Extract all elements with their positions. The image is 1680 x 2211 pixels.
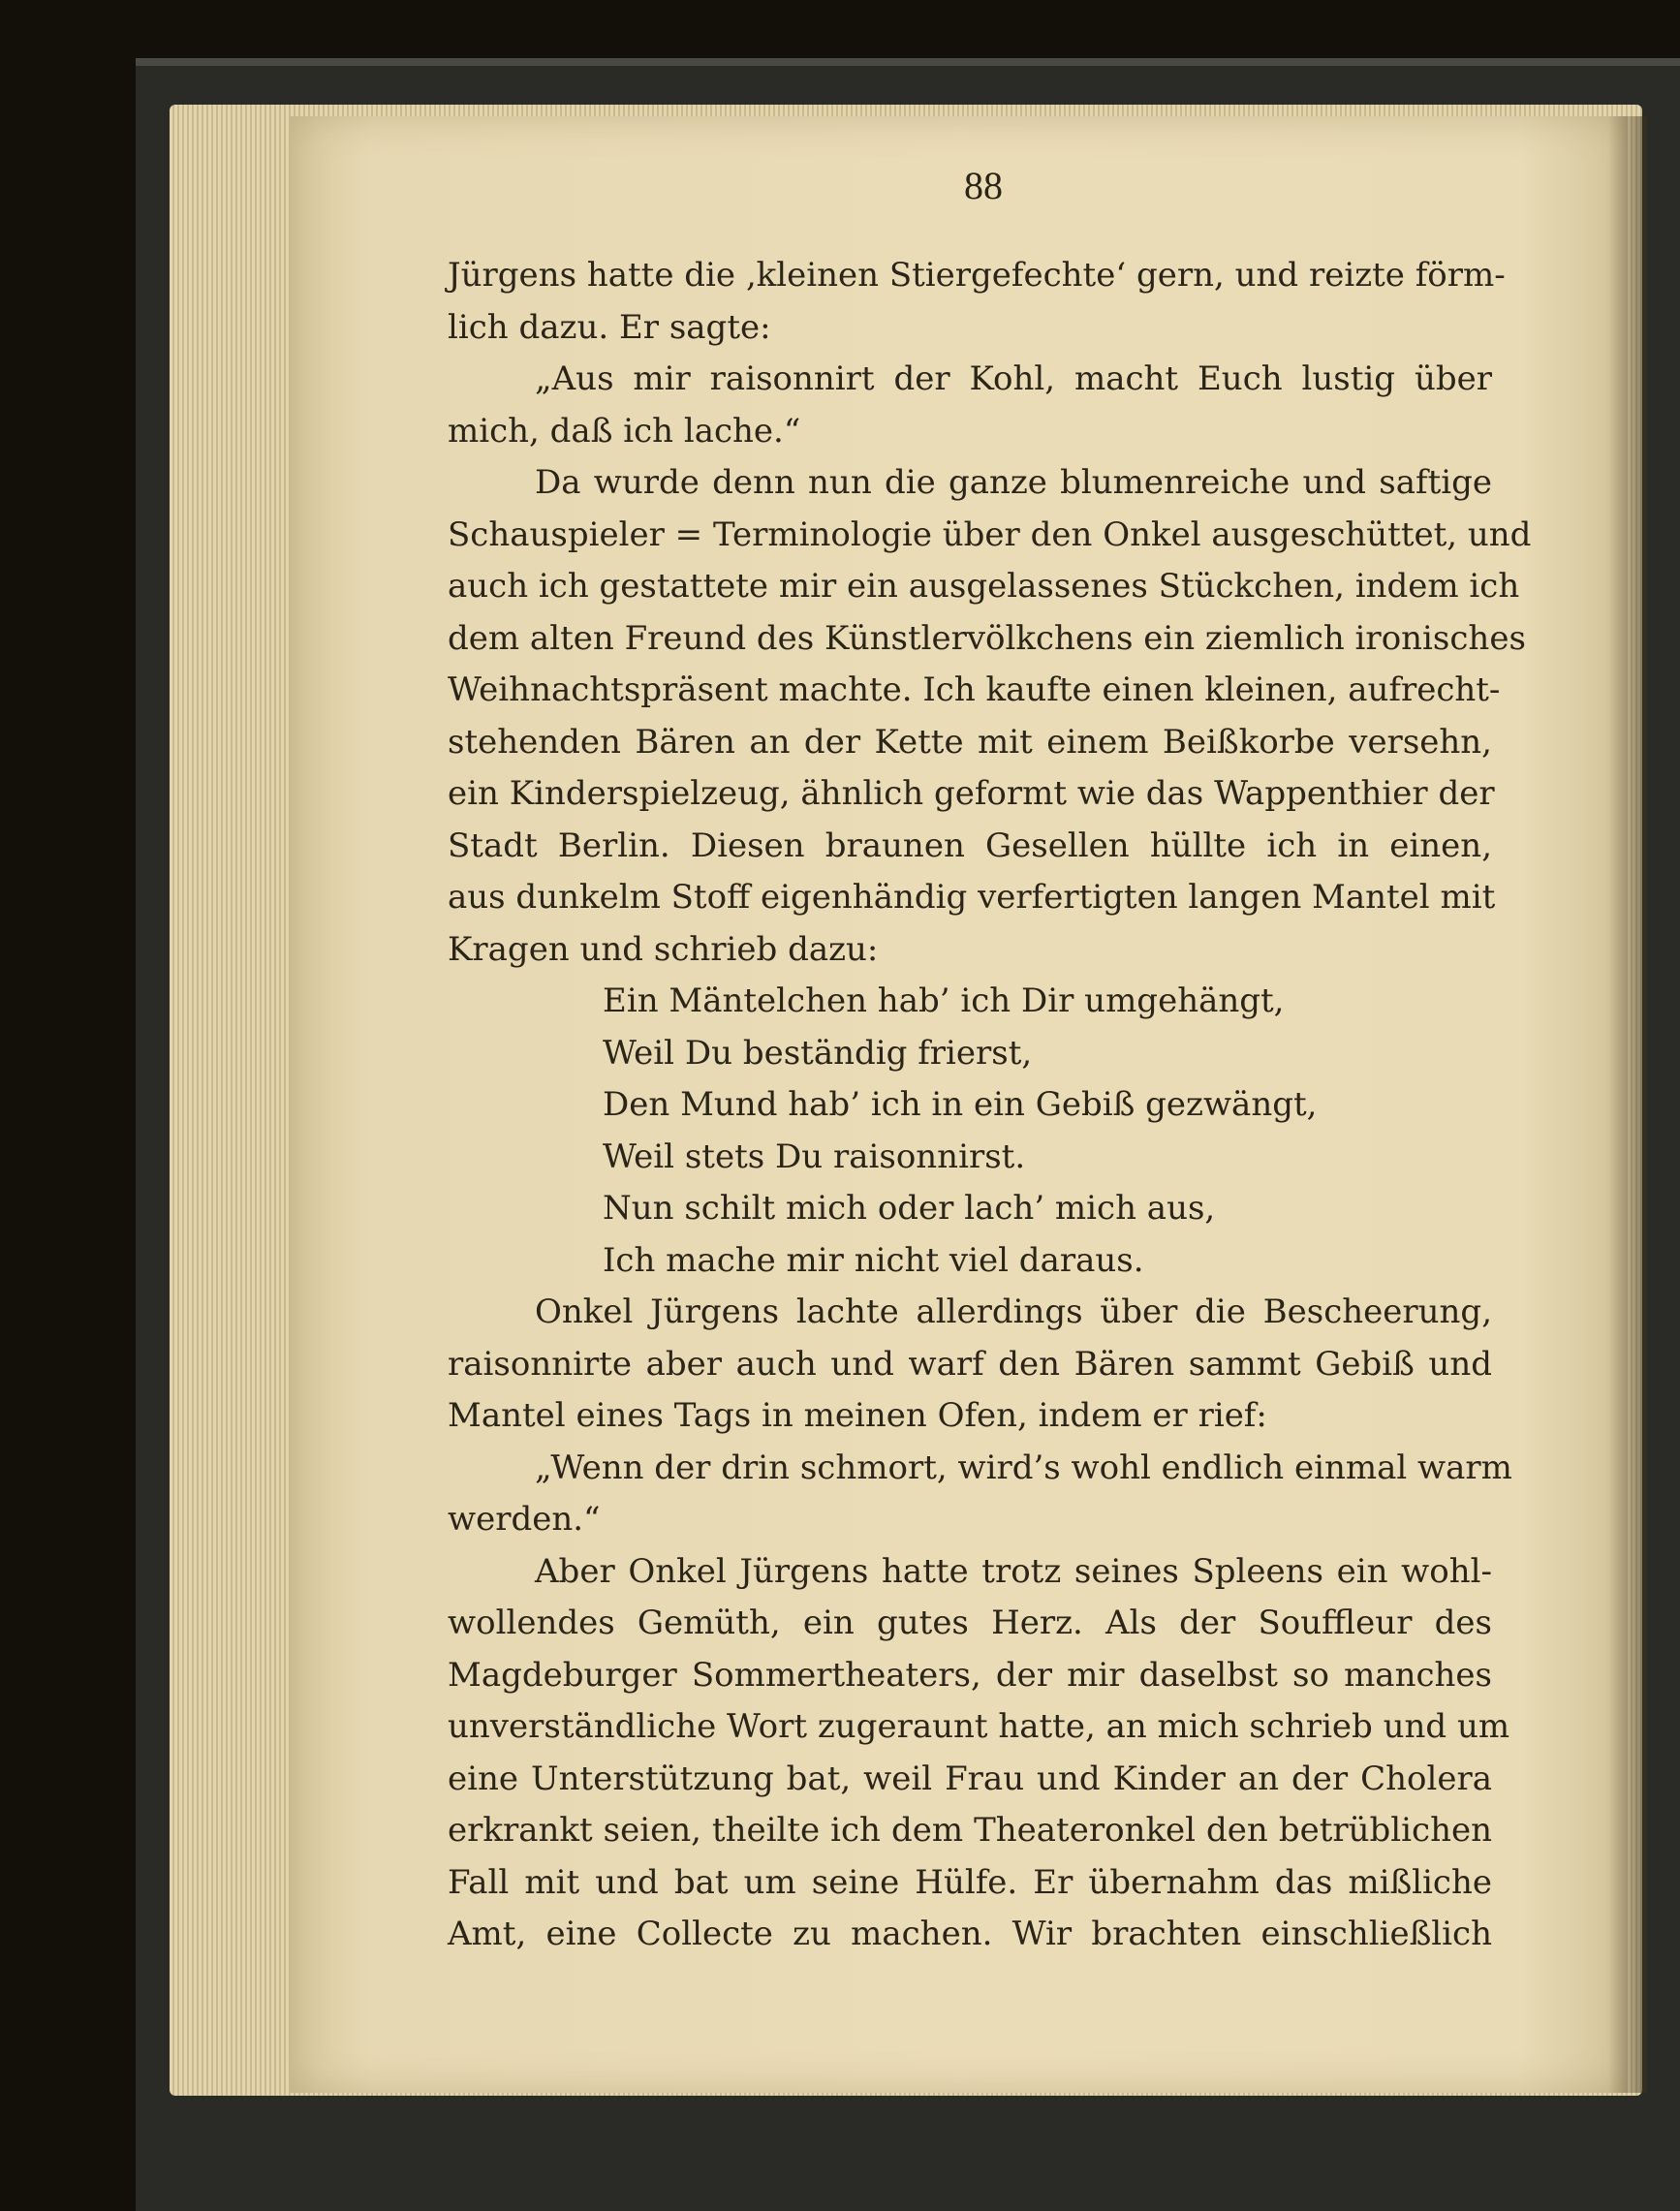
verse-line: Ich mache mir nicht viel daraus. [603,1240,1144,1280]
text-line: werden.“ [448,1500,601,1539]
verse-line: Den Mund hab’ ich in ein Gebiß gezwängt, [603,1085,1318,1124]
verse-line: Weil Du beständig frierst, [603,1033,1033,1073]
text-line: „Wenn der drin schmort, wird’s wohl endlich einmal warm [535,1448,1512,1487]
text-line: aus dunkelm Stoff eigenhändig verfertigten langen Mantel mit [448,878,1496,917]
text-line: Jürgens hatte die ‚kleinen Stiergefechte‘ gern, und reizte förm- [448,256,1506,295]
text-line: Schauspieler = Terminologie über den Onkel ausgeschüttet, und [448,514,1532,554]
text-line: Kragen und schrieb dazu: [448,929,879,969]
text-line: Mantel eines Tags in meinen Ofen, indem er rief: [448,1396,1267,1435]
text-line: Onkel Jürgens lachte allerdings über die Bescheerung, [535,1292,1492,1331]
text-line: Weihnachtspräsent machte. Ich kaufte einen kleinen, aufrecht- [448,670,1501,709]
text-line: Stadt Berlin. Diesen braunen Gesellen hüllte ich in einen, [448,825,1492,865]
text-line: Da wurde denn nun die ganze blumenreiche und saftige [535,463,1492,502]
text-line: mich, daß ich lache.“ [448,411,801,451]
text-line: Fall mit und bat um seine Hülfe. Er übernahm das mißliche [448,1862,1492,1902]
text-line: dem alten Freund des Künstlervölkchens ein ziemlich ironisches [448,618,1526,658]
text-line: erkrankt seien, theilte ich dem Theateronkel den betrüblichen [448,1811,1492,1850]
text-line: lich dazu. Er sagte: [448,307,771,347]
text-line: auch ich gestattete mir ein ausgelassenes Stückchen, indem ich [448,567,1520,606]
text-line: raisonnirte aber auch und warf den Bären sammt Gebiß und [448,1344,1492,1384]
text-line: stehenden Bären an der Kette mit einem Beißkorbe versehn, [448,722,1492,762]
body-text [448,250,1532,1961]
gutter-shadow [1608,116,1647,2093]
verse-line: Nun schilt mich oder lach’ mich aus, [603,1189,1216,1228]
page-number: 88 [964,164,1003,207]
text-line: Amt, eine Collecte zu machen. Wir brachten einschließlich [448,1915,1492,1953]
text-line: Aber Onkel Jürgens hatte trotz seines Spleens ein wohl- [535,1551,1492,1591]
text-line: Magdeburger Sommertheaters, der mir daselbst so manches [448,1655,1492,1695]
text-line: ein Kinderspielzeug, ähnlich geformt wie das Wappenthier der [448,774,1495,813]
verse-line: Ein Mäntelchen hab’ ich Dir umgehängt, [603,981,1285,1020]
text-line: unverständliche Wort zugeraunt hatte, an mich schrieb und um [448,1707,1510,1746]
text-line: eine Unterstützung bat, weil Frau und Kinder an der Cholera [448,1759,1492,1798]
verse-line: Weil stets Du raisonnirst. [603,1137,1026,1176]
text-line: wollendes Gemüth, ein gutes Herz. Als der Souffleur des [448,1604,1492,1642]
text-line: „Aus mir raisonnirt der Kohl, macht Euch lustig über [535,359,1492,398]
